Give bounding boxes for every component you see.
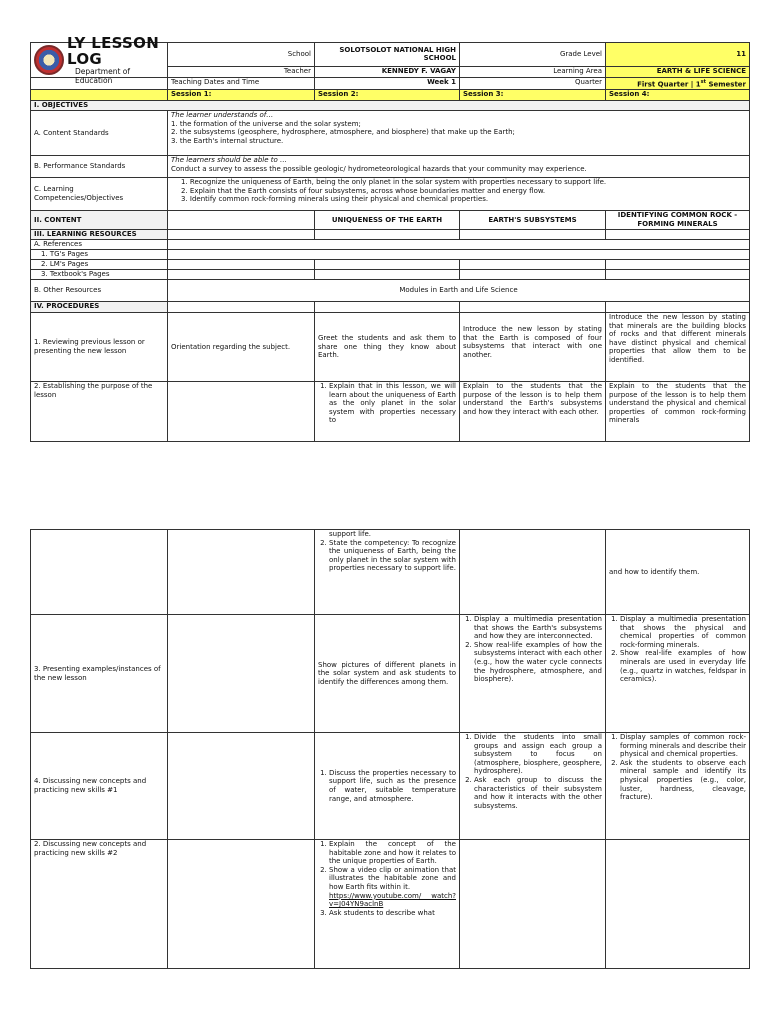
procedure-4-session-3: 1. Divide the students into small groups and assign each group a subsystem to focus on (atmosphere, biosphere, geosphere, hydrosphere). 2. Ask each group to discuss the characteristics of their subsystem and how it interacts with the other subsystems. bbox=[460, 733, 606, 840]
procedure-4-session-4: 1. Display samples of common rock-forming minerals and describe their physical and chemical properties. 2. Ask the students to observe each mineral sample and identify its physical properties (e.g., color, luster, hardness, cleavage, fracture). bbox=[606, 733, 750, 840]
procedure-3-session-4: 1. Display a multimedia presentation that shows the physical and chemical properties of common rock-forming minerals. 2. Show real-life examples of how minerals are used in everyday life (e.g., quartz in watches, feldspar in ceramics). bbox=[606, 615, 750, 733]
references-label: A. References bbox=[31, 239, 168, 249]
other-resources-value: Modules in Earth and Life Science bbox=[168, 279, 750, 301]
lesson-log-page-1 bbox=[30, 34, 749, 442]
performance-standards-text: The learners should be able to … Conduct a survey to assess the possible geologic/ hydrometeorological hazards that your community may experience. bbox=[168, 155, 750, 177]
content-heading: II. CONTENT bbox=[31, 210, 168, 229]
content-session-4: IDENTIFYING COMMON ROCK - FORMING MINERALS bbox=[606, 210, 750, 229]
procedure-1-session-4: Introduce the new lesson by stating that minerals are the building blocks of rocks and that different minerals have distinct physical and chemical properties that allow them to be identified. bbox=[606, 312, 750, 381]
session-3-header: Session 3: bbox=[460, 89, 606, 100]
procedure-1-session-1: Orientation regarding the subject. bbox=[168, 312, 315, 381]
competencies-label: C. Learning Competencies/Objectives bbox=[31, 177, 168, 210]
teacher-label: Teacher bbox=[168, 66, 315, 77]
week-value: Week 1 bbox=[315, 78, 460, 90]
deped-logo-block bbox=[31, 34, 168, 85]
dates-label: Teaching Dates and Time bbox=[168, 78, 315, 90]
resources-heading: III. LEARNING RESOURCES bbox=[31, 229, 168, 239]
session-1-header: Session 1: bbox=[168, 89, 315, 100]
procedure-3-session-3: 1. Display a multimedia presentation that shows the Earth's subsystems and how they are interconnected. 2. Show real-life examples of how the subsystems interact with each other (e.g., how the water cycle connects the hydrosphere, atmosphere, and biosphere). bbox=[460, 615, 606, 733]
youtube-video-link[interactable]: https://www.youtube.com/ watch?v=J04YN9aclnB bbox=[329, 891, 456, 909]
procedure-4-session-2: 1. Discuss the properties necessary to support life, such as the presence of water, suitable temperature range, and atmosphere. bbox=[315, 733, 460, 840]
procedure-1-label: 1. Reviewing previous lesson or presenting the new lesson bbox=[31, 312, 168, 381]
lesson-log-page-2 bbox=[30, 529, 749, 969]
objectives-heading: I. OBJECTIVES bbox=[31, 100, 750, 110]
session-2-header: Session 2: bbox=[315, 89, 460, 100]
content-session-2: UNIQUENESS OF THE EARTH bbox=[315, 210, 460, 229]
content-standards-text: The learner understands of… 1. the formation of the universe and the solar system; 2. the subsystems (geosphere, hydrosphere, atmosphere, and biosphere) that make up the Earth; 3. the Earth's internal structure. bbox=[168, 110, 750, 155]
lesson-log-table-bottom bbox=[30, 529, 750, 969]
procedure-2-session-2: 1. Explain that in this lesson, we will learn about the uniqueness of Earth as the only planet in the solar system with properties necessary to bbox=[315, 381, 460, 441]
procedure-1-session-2: Greet the students and ask them to share one thing they know about Earth. bbox=[315, 312, 460, 381]
school-label: School bbox=[168, 43, 315, 67]
log-title: LY LESSON LOG bbox=[67, 34, 160, 68]
procedure-2-cont-session-2: support life. 2. State the competency: To recognize the uniqueness of Earth, being the only planet in the solar system with properties necessary to support life. bbox=[315, 530, 460, 615]
procedure-5-label: 2. Discussing new concepts and practicing new skills #2 bbox=[31, 840, 168, 969]
procedure-5-session-2: 1. Explain the concept of the habitable zone and how it relates to the unique properties of Earth. 2. Show a video clip or animation that illustrates the habitable zone and how Earth fits within it. https://www.youtube.com/ watch?v=J04YN9aclnB 3. Ask students to describe what bbox=[315, 840, 460, 969]
school-value: SOLOTSOLOT NATIONAL HIGH SCHOOL bbox=[315, 43, 460, 67]
tg-pages-label: 1. TG's Pages bbox=[31, 249, 168, 259]
session-4-header: Session 4: bbox=[606, 89, 750, 100]
procedure-3-label: 3. Presenting examples/instances of the new lesson bbox=[31, 615, 168, 733]
lesson-log-table-top bbox=[30, 34, 750, 442]
procedure-2-session-3: Explain to the students that the purpose of the lesson is to help them understand the Earth's subsystems and how they interact with each other. bbox=[460, 381, 606, 441]
teacher-value: KENNEDY F. VAGAY bbox=[315, 66, 460, 77]
grade-value: 11 bbox=[606, 43, 750, 67]
procedure-1-session-3: Introduce the new lesson by stating that the Earth is composed of four subsystems that interact with one another. bbox=[460, 312, 606, 381]
procedures-heading: IV. PROCEDURES bbox=[31, 301, 168, 312]
performance-standards-label: B. Performance Standards bbox=[31, 155, 168, 177]
area-label: Learning Area bbox=[460, 66, 606, 77]
content-session-3: EARTH'S SUBSYSTEMS bbox=[460, 210, 606, 229]
area-value: EARTH & LIFE SCIENCE bbox=[606, 66, 750, 77]
competencies-text: 1. Recognize the uniqueness of Earth, being the only planet in the solar system with properties necessary to support life. 2. Explain that the Earth consists of four subsystems, across whose boundaries matter and energy flow. 3. Identify common rock-forming minerals using their physical and chemical properties. bbox=[168, 177, 750, 210]
lm-pages-label: 2. LM's Pages bbox=[31, 259, 168, 269]
procedure-2-label: 2. Establishing the purpose of the lesson bbox=[31, 381, 168, 441]
quarter-value: First Quarter | 1st Semester bbox=[606, 78, 750, 90]
textbook-pages-label: 3. Textbook's Pages bbox=[31, 269, 168, 279]
procedure-4-label: 4. Discussing new concepts and practicing new skills #1 bbox=[31, 733, 168, 840]
deped-seal-icon bbox=[34, 45, 64, 75]
procedure-2-session-4: Explain to the students that the purpose of the lesson is to help them understand the physical and chemical properties of common rock-forming minerals bbox=[606, 381, 750, 441]
department-name: Department of Education bbox=[75, 67, 130, 85]
content-standards-label: A. Content Standards bbox=[31, 110, 168, 155]
quarter-label: Quarter bbox=[460, 78, 606, 90]
grade-label: Grade Level bbox=[460, 43, 606, 67]
procedure-2-cont-session-4: and how to identify them. bbox=[606, 530, 750, 615]
procedure-3-session-2: Show pictures of different planets in the solar system and ask students to identify the differences among them. bbox=[315, 615, 460, 733]
other-resources-label: B. Other Resources bbox=[31, 279, 168, 301]
